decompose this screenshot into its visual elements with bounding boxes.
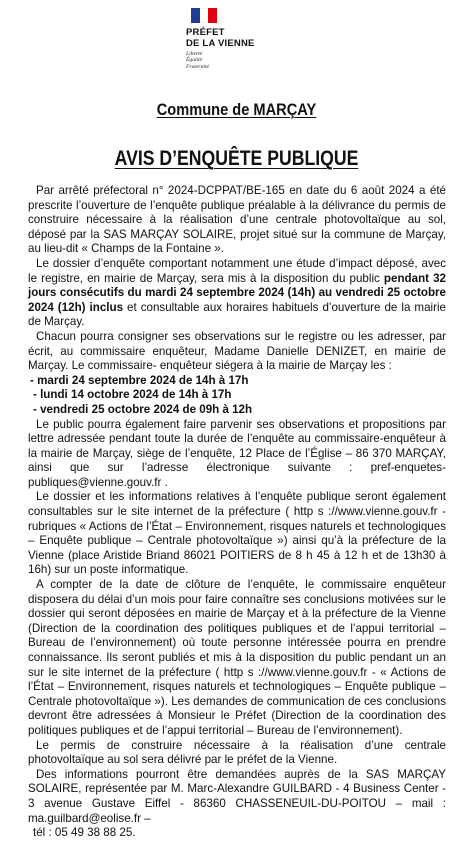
- motto-liberte: Liberté: [186, 51, 203, 57]
- paragraph-permis: Le permis de construire nécessaire à la réalisation d’une centrale photovoltaïque au sol sera délivré par le préfet de la Vienne.: [28, 738, 446, 767]
- french-flag-icon: [191, 8, 217, 23]
- prefecture-name: [186, 28, 276, 49]
- paragraph-arrete: Par arrêté préfectoral n° 2024-DCPPAT/BE-165 en date du 6 août 2024 a été prescrite l’ouverture de l’enquête publique préalable à la délivrance du permis de construire nécessaire à la réalisation d’une centrale photovoltaïque au sol, déposé par la SAS MARÇAY SOLAIRE, projet situé sur la commune de Marçay, au lieu-dit « Champs de la Fontaine ».: [28, 184, 446, 256]
- prefecture-logo: [186, 8, 276, 70]
- permanence-date-1: - mardi 24 septembre 2024 de 14h à 17h: [30, 373, 249, 387]
- contact-phone: tél : 05 49 38 88 25.: [33, 826, 136, 840]
- prefecture-name-line-1: PRÉFET: [186, 27, 225, 38]
- motto-fraternite: Fraternité: [186, 63, 209, 70]
- paragraph-observations: Chacun pourra consigner ses observations sur le registre ou les adresser, par écrit, au commissaire enquêteur, Madame Danielle DENIZET, en mairie de Marçay. Le commissaire- enquêteur siégera à la mairie de Marçay les :: [28, 329, 446, 373]
- dossier-text-start: Le dossier d’enquête comportant notamment une étude d’impact déposé, avec le registre, en mairie de Marçay, sera mis à la disposition du public: [28, 256, 446, 285]
- permanence-date-3: - vendredi 25 octobre 2024 de 09h à 12h: [33, 402, 253, 416]
- notice-body: [28, 184, 446, 841]
- page-title: AVIS D’ENQUÊTE PUBLIQUE: [114, 147, 359, 170]
- paragraph-conclusions: A compter de la date de clôture de l’enquête, le commissaire enquêteur disposera du délai d’un mois pour faire connaître ses conclusions motivées sur le dossier qui seront déposées en mairie de Marçay et à la préfecture de la Vienne (Direction de la coordination des politiques publiques et de l’appui territorial – Bureau de l’environnement) où toute personne intéressée pourra en prendre connaissance. Ils seront publiés et mis à la disposition du public pendant un an sur le site internet de la préfecture ( http s ://www.vienne.gouv.fr - « Actions de l’État – Environnement, risques naturels et technologiques – Enquête publique – Centrale photovoltaïque »). Les demandes de communication de ces conclusions devront être adressées à Monsieur le Préfet (Direction de la coordination des politiques publiques et de l’appui territorial – Bureau de l’environnement).: [28, 578, 446, 737]
- paragraph-contact: Des informations pourront être demandées auprès de la SAS MARÇAY SOLAIRE, représentée par M. Marc-Alexandre GUILBARD - 4 Business Center - 3 avenue Gustave Eiffel - 86360 CHASSENEUIL-DU-POITOU – mail : ma.guilbard@eolise.fr –: [28, 767, 446, 825]
- republic-motto: [186, 51, 276, 70]
- paragraph-courrier: Le public pourra également faire parvenir ses observations et propositions par lettre adressée pendant toute la durée de l’enquête au commissaire-enquêteur à la mairie de Marçay, siège de l’enquête, 12 Place de l’Église – 86 370 MARÇAY, ainsi que sur l’adresse électronique suivante : pref-enquetes-publiques@vienne.gouv.fr .: [28, 417, 446, 489]
- commune-heading: Commune de MARÇAY: [156, 100, 317, 119]
- dossier-text-end: et consultable aux horaires habituels d’ouverture de la mairie de Marçay.: [28, 300, 446, 329]
- paragraph-consultation: Le dossier et les informations relatives à l’enquête publique seront également consultables sur le site internet de la préfecture ( http s ://www.vienne.gouv.fr - rubriques « Actions de l’État – Environnement, risques naturels et technologiques – Enquête publique – Centrale photovoltaïque ») ainsi qu’à la préfecture de la Vienne (place Aristide Briand 86021 POITIERS de 8 h 45 à 12 h et de 13h30 à 16h) sur un poste informatique.: [28, 490, 446, 577]
- motto-egalite: Égalité: [186, 57, 203, 64]
- prefecture-name-line-2: DE LA VIENNE: [186, 37, 255, 49]
- permanence-date-2: - lundi 14 octobre 2024 de 14h à 17h: [33, 388, 232, 402]
- paragraph-dossier: [28, 257, 446, 330]
- dossier-period: pendant 32 jours consécutifs du mardi 24 septembre 2024 (14h) au vendredi 25 octobre 2024 (12h) inclus: [28, 271, 446, 314]
